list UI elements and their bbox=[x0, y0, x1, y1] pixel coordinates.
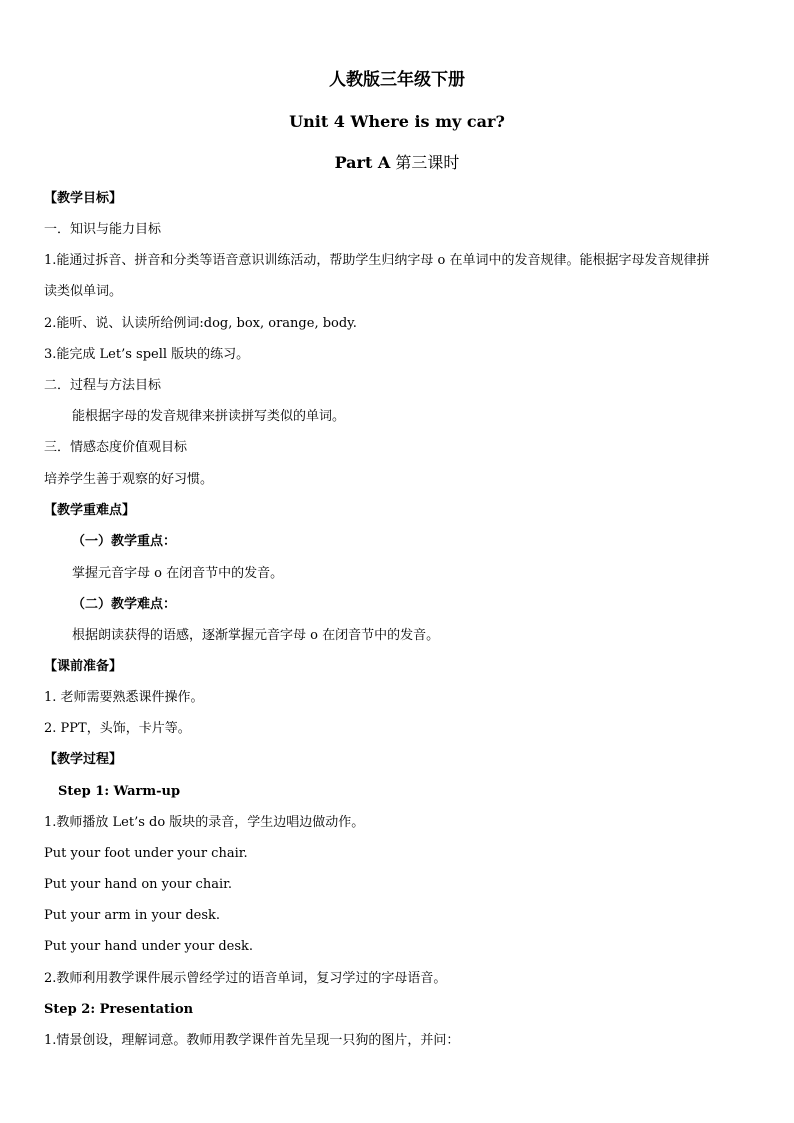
chant-line-1: Put your foot under your chair. bbox=[44, 846, 248, 861]
objective-1-heading: 一．知识与能力目标 bbox=[44, 222, 162, 237]
objective-1-item-1-line-2: 读类似单词。 bbox=[44, 284, 123, 299]
part-label: Part A bbox=[334, 153, 391, 172]
key-point-heading: （一）教学重点： bbox=[72, 534, 177, 549]
chant-line-2: Put your hand on your chair. bbox=[44, 877, 233, 892]
step-2-item-1: 1.情景创设，理解词意。教师用教学课件首先呈现一只狗的图片，并问： bbox=[44, 1033, 460, 1048]
step-1-item-2: 2.教师利用教学课件展示曾经学过的语音单词，复习学过的字母语音。 bbox=[44, 971, 447, 986]
part-title bbox=[0, 153, 794, 173]
lesson-label: 第三课时 bbox=[390, 153, 460, 172]
preparation-heading: 【课前准备】 bbox=[44, 659, 123, 674]
objective-1-item-3: 3.能完成 Let’s spell 版块的练习。 bbox=[44, 347, 250, 362]
difficulty-heading: （二）教学难点： bbox=[72, 597, 177, 612]
difficulty-text: 根据朗读获得的语感，逐渐掌握元音字母 o 在闭音节中的发音。 bbox=[72, 628, 440, 643]
step-1-item-1: 1.教师播放 Let’s do 版块的录音，学生边唱边做动作。 bbox=[44, 815, 365, 830]
objective-2-heading: 二．过程与方法目标 bbox=[44, 378, 162, 393]
objective-3-heading: 三．情感态度价值观目标 bbox=[44, 440, 188, 455]
objective-1-item-1-line-1: 1.能通过拆音、拼音和分类等语音意识训练活动，帮助学生归纳字母 o 在单词中的发音规律。能根据字母发音规律拼 bbox=[44, 253, 710, 268]
objective-2-text: 能根据字母的发音规律来拼读拼写类似的单词。 bbox=[72, 409, 346, 424]
process-heading: 【教学过程】 bbox=[44, 752, 123, 767]
objective-1-item-2: 2.能听、说、认读所给例词:dog, box, orange, body. bbox=[44, 316, 357, 331]
objective-3-text: 培养学生善于观察的好习惯。 bbox=[44, 472, 214, 487]
key-point-text: 掌握元音字母 o 在闭音节中的发音。 bbox=[72, 566, 284, 581]
preparation-item-1: 1. 老师需要熟悉课件操作。 bbox=[44, 690, 204, 705]
document-title: 人教版三年级下册 bbox=[329, 70, 465, 90]
objectives-heading: 【教学目标】 bbox=[44, 191, 123, 206]
preparation-item-2: 2. PPT，头饰，卡片等。 bbox=[44, 721, 191, 736]
step-2-heading: Step 2: Presentation bbox=[44, 1002, 194, 1017]
unit-title: Unit 4 Where is my car? bbox=[289, 112, 505, 131]
chant-line-4: Put your hand under your desk. bbox=[44, 939, 254, 954]
step-1-heading: Step 1: Warm-up bbox=[58, 784, 181, 799]
keypoints-heading: 【教学重难点】 bbox=[44, 503, 136, 518]
chant-line-3: Put your arm in your desk. bbox=[44, 908, 221, 923]
